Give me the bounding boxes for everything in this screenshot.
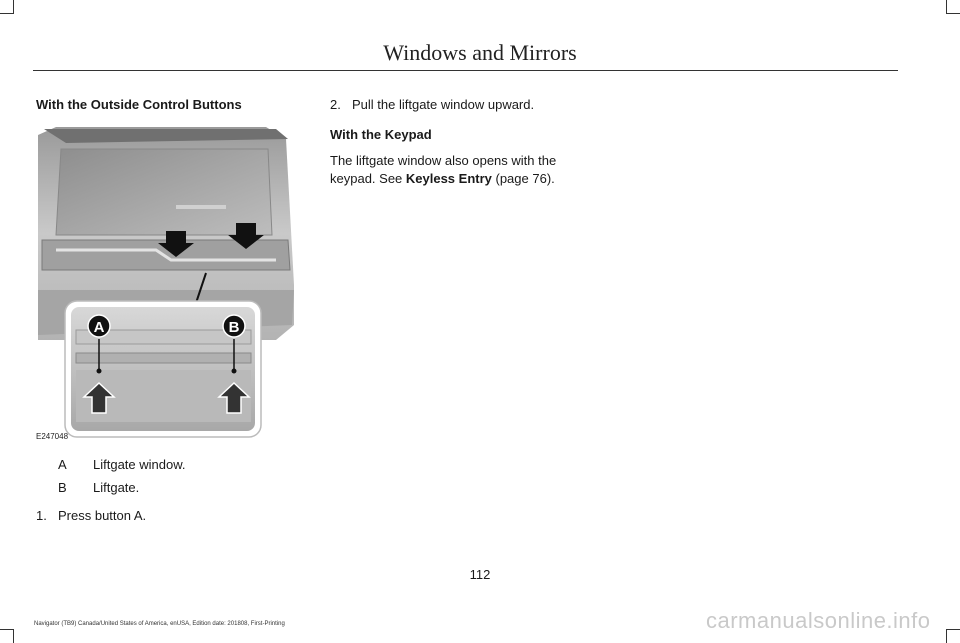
crop-mark-bottom-right-v <box>946 629 947 643</box>
keypad-paragraph-suffix: (page 76). <box>491 171 555 186</box>
watermark: carmanualsonline.info <box>706 608 931 633</box>
figure-code: E247048 <box>36 432 69 441</box>
step-1-number: 1. <box>36 508 47 523</box>
header-divider <box>33 70 898 71</box>
callout-b-label: B <box>228 319 240 336</box>
step-2-text: Pull the liftgate window upward. <box>352 97 535 112</box>
keyless-entry-link[interactable]: Keyless Entry <box>405 171 492 186</box>
legend-letter-a: A <box>58 457 67 472</box>
crop-mark-bottom-right-h <box>946 629 960 630</box>
crop-mark-bottom-left-v <box>13 629 14 643</box>
page-header-title: Windows and Mirrors <box>383 40 577 65</box>
crop-mark-top-left-v <box>13 0 14 14</box>
section-heading-keypad: With the Keypad <box>330 127 432 142</box>
callout-a-label: A <box>93 319 105 336</box>
legend-letter-b: B <box>58 480 67 495</box>
legend-text-a: Liftgate window. <box>93 457 186 472</box>
keypad-paragraph-prefix: keypad. See <box>330 171 406 186</box>
keypad-paragraph-line-1: The liftgate window also opens with the <box>330 153 557 168</box>
footer-edition-info: Navigator (TB9) Canada/United States of America, enUSA, Edition date: 201808, First-Printing <box>34 621 285 627</box>
step-2-number: 2. <box>330 97 341 112</box>
step-1-text: Press button A. <box>58 508 147 523</box>
crop-mark-top-left-h <box>0 13 14 14</box>
section-heading-outside-buttons: With the Outside Control Buttons <box>36 97 242 112</box>
crop-mark-top-right-h <box>946 13 960 14</box>
liftgate-illustration <box>36 125 296 443</box>
crop-mark-bottom-left-h <box>0 629 14 630</box>
page-number: 112 <box>469 567 491 582</box>
legend-text-b: Liftgate. <box>93 480 140 495</box>
keypad-paragraph-line-2 <box>330 169 555 188</box>
crop-mark-top-right-v <box>946 0 947 14</box>
